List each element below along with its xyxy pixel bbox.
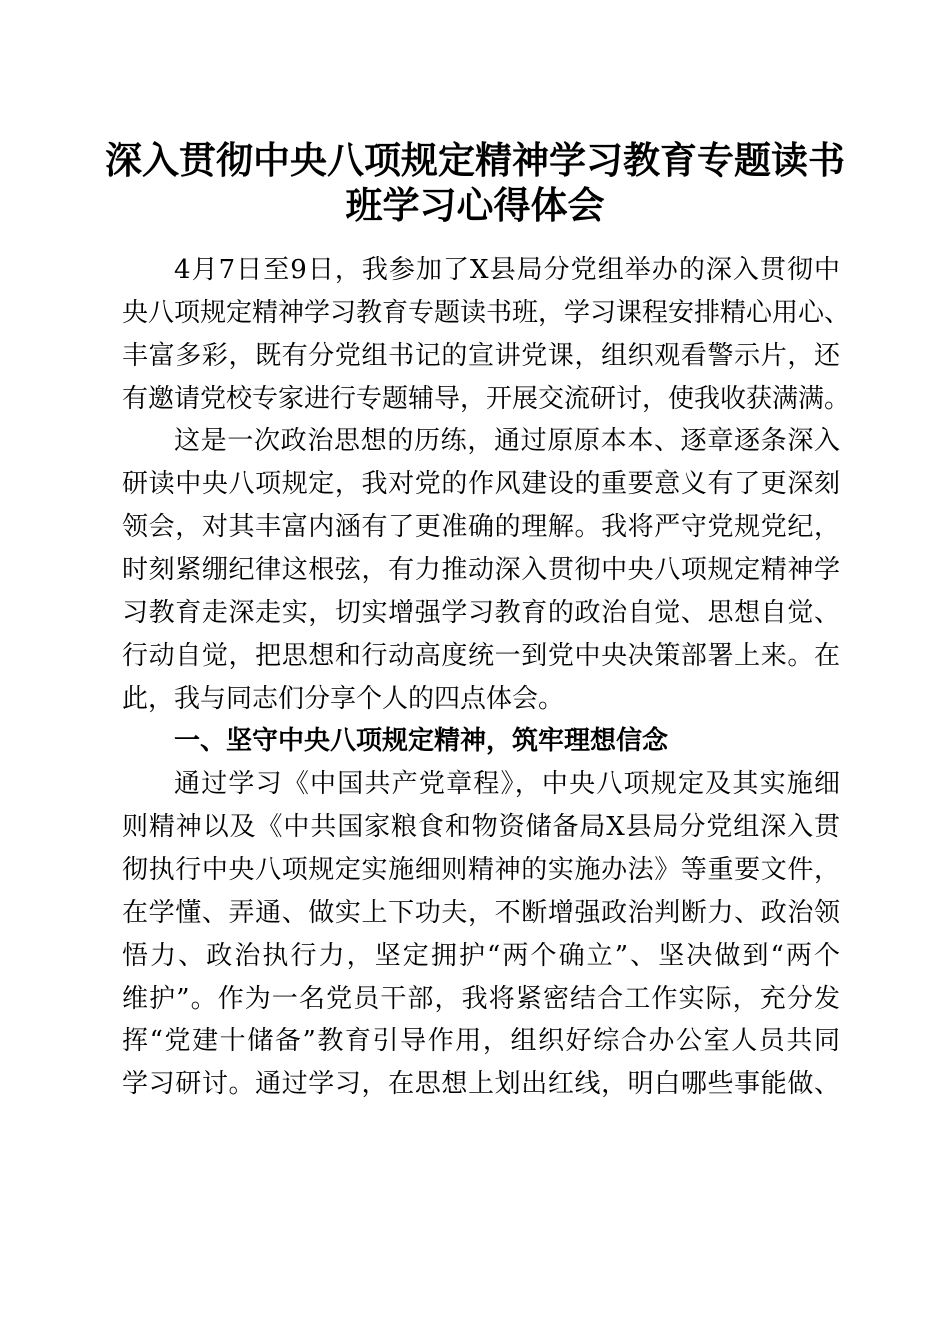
text-line: 习教育走深走实，切实增强学习教育的政治自觉、思想自觉、 xyxy=(122,597,840,628)
document-title-line-2: 班学习心得体会 xyxy=(345,183,605,227)
text-line: 此，我与同志们分享个人的四点体会。 xyxy=(122,683,565,714)
text-line: 悟力、政治执行力，坚定拥护“两个确立”、坚决做到“两个 xyxy=(122,940,840,971)
section-heading: 一、坚守中央八项规定精神，筑牢理想信念 xyxy=(174,726,669,757)
text-line: 通过学习《中国共产党章程》，中央八项规定及其实施细 xyxy=(174,769,840,800)
text-line: 行动自觉，把思想和行动高度统一到党中央决策部署上来。在 xyxy=(122,640,840,671)
text-line: 时刻紧绷纪律这根弦，有力推动深入贯彻中央八项规定精神学 xyxy=(122,555,840,586)
text-line: 则精神以及《中共国家粮食和物资储备局X县局分党组深入贯 xyxy=(122,812,840,843)
text-line: 有邀请党校专家进行专题辅导，开展交流研讨，使我收获满满。 xyxy=(122,383,851,414)
text-line: 挥“党建十储备”教育引导作用，组织好综合办公室人员共同 xyxy=(122,1026,840,1057)
text-line: 维护”。作为一名党员干部，我将紧密结合工作实际，充分发 xyxy=(122,983,840,1014)
document-title-line-1: 深入贯彻中央八项规定精神学习教育专题读书 xyxy=(105,138,845,182)
text-line: 4月7日至9日，我参加了X县局分党组举办的深入贯彻中 xyxy=(174,255,840,285)
text-line: 学习研讨。通过学习，在思想上划出红线，明白哪些事能做、 xyxy=(122,1069,840,1100)
text-line: 研读中央八项规定，我对党的作风建设的重要意义有了更深刻 xyxy=(122,469,840,500)
document-body xyxy=(122,249,851,1106)
text-line: 在学懂、弄通、做实上下功夫，不断增强政治判断力、政治领 xyxy=(122,897,840,928)
text-line: 彻执行中央八项规定实施细则精神的实施办法》等重要文件， xyxy=(122,855,840,886)
text-line: 丰富多彩，既有分党组书记的宣讲党课，组织观看警示片，还 xyxy=(122,340,840,371)
text-line: 央八项规定精神学习教育专题读书班，学习课程安排精心用心、 xyxy=(122,297,851,328)
text-line: 领会，对其丰富内涵有了更准确的理解。我将严守党规党纪， xyxy=(122,512,840,543)
text-line: 这是一次政治思想的历练，通过原原本本、逐章逐条深入 xyxy=(174,426,840,457)
